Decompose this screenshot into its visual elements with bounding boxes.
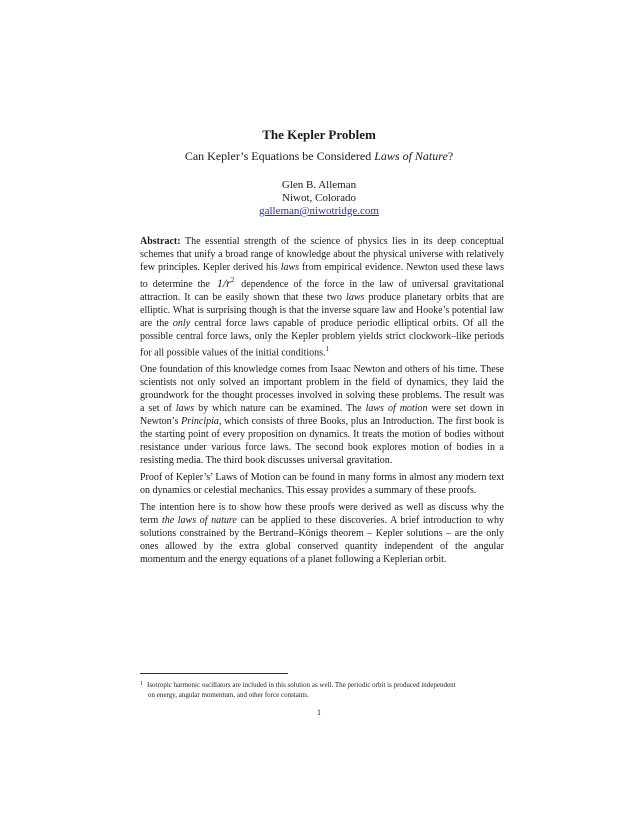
inverse-square-fraction: $1/r^2$ xyxy=(216,276,235,290)
abstract-paragraph-1 xyxy=(140,235,504,359)
abstract-text: One foundation of this knowledge comes from Isaac Newton and others of his time. These scientists not only solved an important problem in the field of dynamics, they laid the groundwork for the thought processes involved in solving these problems. The result was a set of xyxy=(140,364,504,415)
abstract-section xyxy=(140,235,504,570)
footnote-line-1: Isotropic harmonic oscillators are included in this solution as well. The periodic orbit is produced independent xyxy=(147,681,456,689)
emphasis-text: laws of motion xyxy=(365,403,428,415)
abstract-text: were set down in Newton’s xyxy=(140,403,504,428)
subtitle-emphasis: Laws of Nature xyxy=(374,149,448,163)
subtitle-prefix: Can Kepler’s Equations be Considered xyxy=(184,149,375,163)
abstract-text: The essential strength of the science of physics lies in its deep conceptual schemes that unify a broad range of knowledge about the physical universe with relatively few principles. Kepler derived his xyxy=(140,236,504,273)
emphasis-text: Principia xyxy=(181,416,219,428)
abstract-text: can be applied to these discoveries. A brief introduction to why solutions constrained by the Bertrand–Königs theorem – Kepler solutions – are the only ones allowed by the extra global conserved quantity independent of the angular momentum and the energy equations of a planet following a Keplerian orbit. xyxy=(140,515,504,566)
fraction-denominator: r xyxy=(226,276,231,290)
footnote-line-2: on energy, angular momentum, and other force constants. xyxy=(148,691,309,699)
abstract-label: Abstract: xyxy=(140,236,181,247)
footnote xyxy=(140,679,504,700)
author-email-link[interactable]: galleman@niwotridge.com xyxy=(259,205,379,217)
fraction-numerator: 1 xyxy=(216,276,223,290)
emphasis-text: laws xyxy=(280,262,300,273)
abstract-text: dependence of the force in the law of universal gravitational attraction. It can be easily shown that these two xyxy=(140,279,504,303)
abstract-text: , which consists of three Books, plus an Introduction. The first book is the starting point of every proposition on dynamics. It treats the motion of bodies without resistance under various force laws. The second book explores motion of bodies in a resisting media. The third book discusses universal gravitation. xyxy=(140,416,504,467)
author-name: Glen B. Alleman xyxy=(281,179,357,191)
abstract-paragraph-3: Proof of Kepler’s’ Laws of Motion can be found in many forms in almost any modern text on dynamics or celestial mechanics. This essay provides a summary of these proofs. xyxy=(140,472,504,497)
paper-title: The Kepler Problem xyxy=(262,127,376,142)
author-block xyxy=(0,179,638,218)
footnote-mark: 1 xyxy=(140,681,143,687)
paper-subtitle xyxy=(0,149,638,164)
abstract-paragraph-2 xyxy=(140,363,504,467)
page-number: 1 xyxy=(317,708,321,717)
emphasis-text: laws xyxy=(175,403,195,415)
footnote-divider xyxy=(140,673,288,674)
abstract-paragraph-4 xyxy=(140,501,504,566)
footnote-reference[interactable]: 1 xyxy=(325,345,330,353)
fraction-exponent: 2 xyxy=(230,276,235,284)
emphasis-text: laws xyxy=(346,292,365,303)
emphasis-text: only xyxy=(172,318,191,329)
abstract-text: produce planetary orbits that are elliptic. What is surprising though is that the inverse square law and Hooke’s potential law are the xyxy=(140,292,504,329)
abstract-text: by which nature can be examined. The xyxy=(194,403,366,415)
abstract-text: from empirical evidence. Newton used these laws to determine the xyxy=(140,262,504,290)
abstract-text: central force laws capable of produce periodic elliptical orbits. Of all the possible central force laws, only the Kepler problem yields strict clockwork–like periods for all possible values of the initial conditions. xyxy=(140,318,504,359)
author-location: Niwot, Colorado xyxy=(282,192,356,204)
emphasis-text: the laws of nature xyxy=(161,515,237,527)
subtitle-suffix: ? xyxy=(447,149,454,163)
abstract-text: The intention here is to show how these proofs were derived as well as discuss why the term xyxy=(140,502,504,527)
